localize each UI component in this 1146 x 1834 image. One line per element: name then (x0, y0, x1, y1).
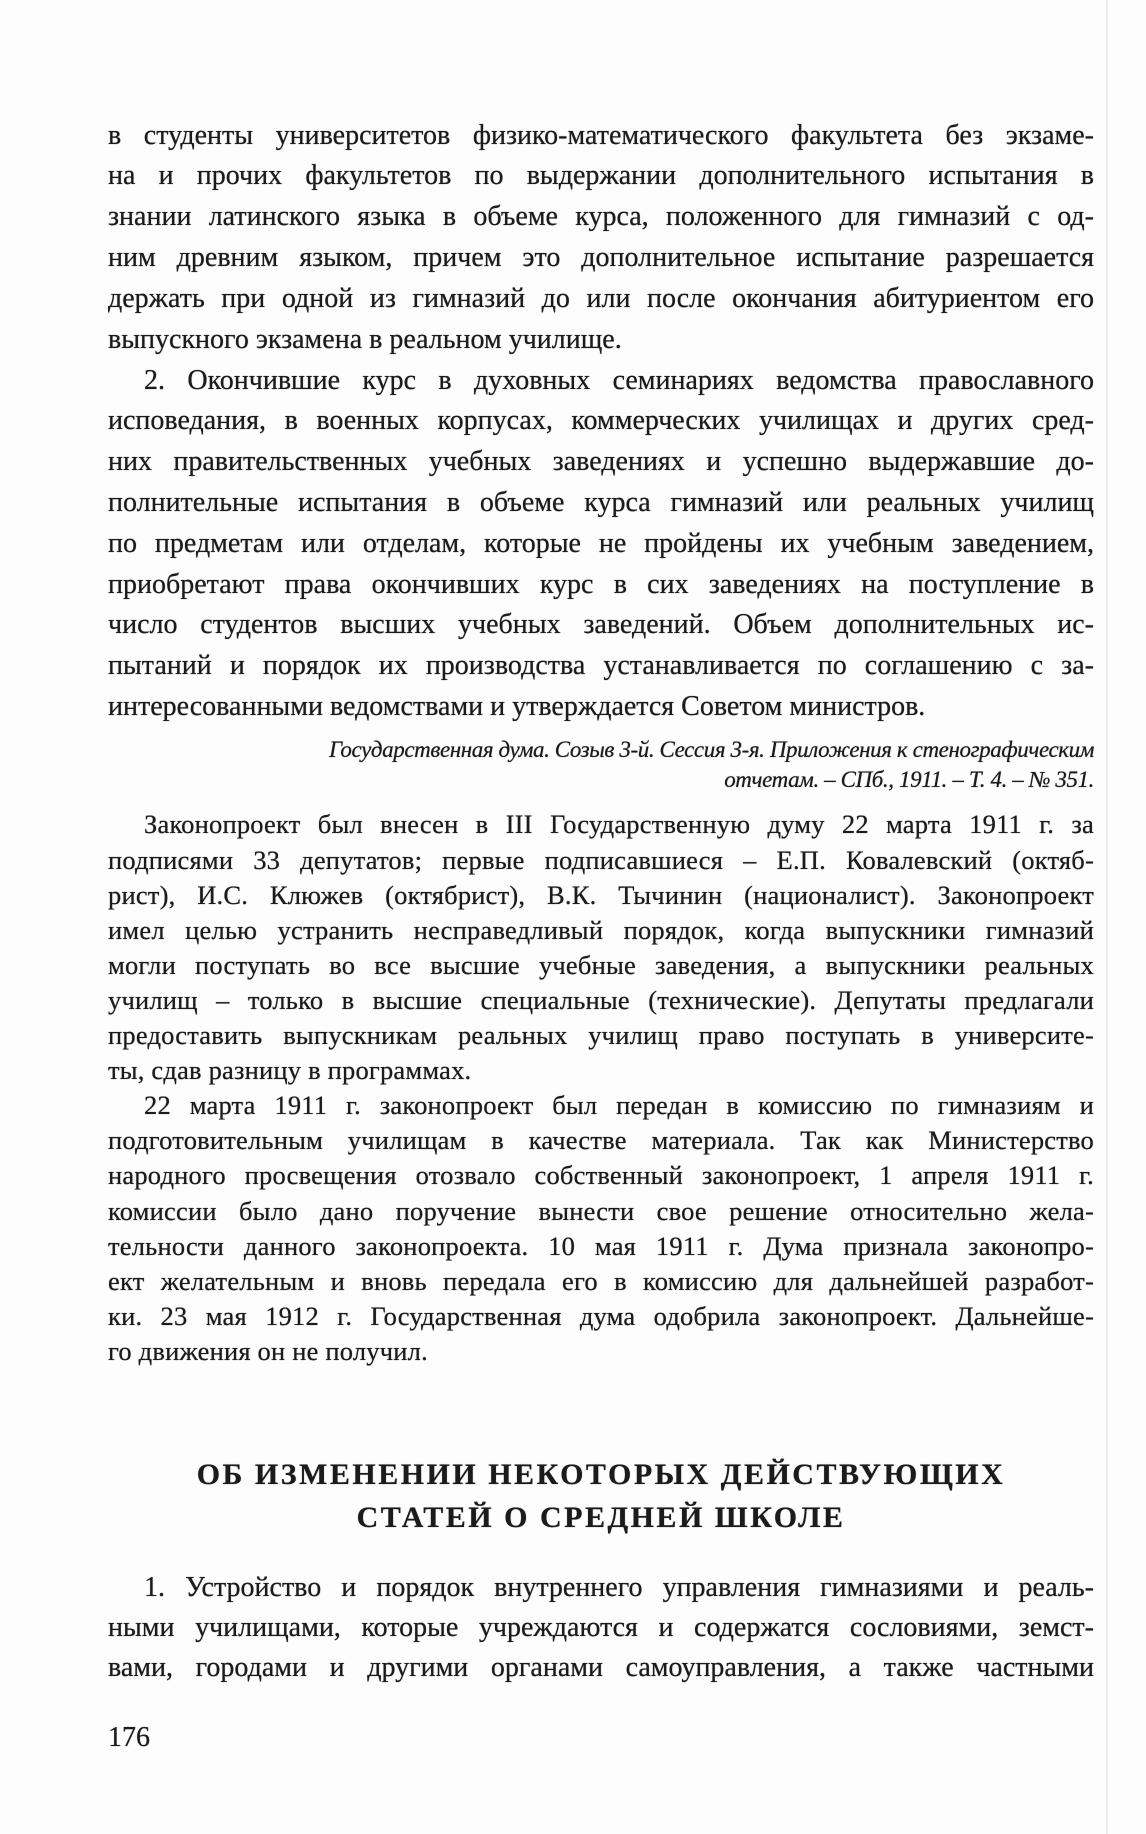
paragraph-2-line (108, 361, 1094, 402)
paragraph-3-text: имел целью устранить несправедливый порядок, когда выпускники гимназий (108, 914, 1094, 945)
paragraph-4-line (108, 1158, 1094, 1193)
page-edge (1106, 0, 1108, 1834)
paragraph-3-line (108, 948, 1094, 983)
paragraph-2-text: 2. Окончившие курс в духовных семинариях ведомства православного (144, 364, 1094, 396)
paragraph-2-line (108, 646, 1094, 687)
paragraph-4-text: го движения он не получил. (108, 1335, 428, 1366)
paragraph-2-text: интересованными ведомствами и утверждается Советом министров. (108, 691, 926, 722)
paragraph-4-line (108, 1334, 1094, 1369)
paragraph-5-line (108, 1568, 1094, 1608)
paragraph-4-text: подготовительным училищам в качестве материала. Так как Министерство (108, 1125, 1094, 1156)
paragraph-4-text: ект желательным и вновь передала его в комиссию для дальнейшей разработ- (108, 1265, 1094, 1296)
paragraph-1-text: в студенты университетов физико-математического факультета без экзаме- (108, 119, 1094, 151)
paragraph-1-text: на и прочих факультетов по выдержании дополнительного испытания в (108, 160, 1094, 192)
citation-text: отчетам. – СПб., 1911. – Т. 4. – № 351. (724, 767, 1094, 792)
paragraph-3-text: могли поступать во все высшие учебные заведения, а выпускники реальных (108, 949, 1094, 980)
section-heading-text: ОБ ИЗМЕНЕНИИ НЕКОТОРЫХ ДЕЙСТВУЮЩИХ (196, 1457, 1006, 1491)
paragraph-2-line (108, 687, 1094, 728)
paragraph-1-line (108, 197, 1094, 238)
paragraph-4-text: ки. 23 мая 1912 г. Государственная дума одобрила законопроект. Дальнейше- (108, 1300, 1094, 1331)
paragraph-4-line (108, 1088, 1094, 1123)
section-heading-line (108, 1496, 1094, 1539)
paragraph-2-text: них правительственных учебных заведениях и успешно выдержавшие до- (108, 446, 1094, 478)
citation-text: Государственная дума. Созыв 3-й. Сессия 3-я. Приложения к стенографическим (328, 737, 1094, 762)
paragraph-5-line (108, 1648, 1094, 1688)
paragraph-4-line (108, 1194, 1094, 1229)
paragraph-3-line (108, 878, 1094, 913)
paragraph-4-text: комиссии было дано поручение вынести свое решение относительно жела- (108, 1195, 1094, 1226)
paragraph-1-text: ним древним языком, причем это дополнительное испытание разрешается (108, 242, 1094, 273)
citation-line (108, 735, 1094, 765)
paragraph-3-line (108, 1018, 1094, 1053)
paragraph-1-line (108, 156, 1094, 197)
paragraph-2-text: полнительные испытания в объеме курса гимназий или реальных училищ (108, 487, 1094, 518)
paragraph-3-line (108, 983, 1094, 1018)
paragraph-3-text: подписями 33 депутатов; первые подписавшиеся – Е.П. Ковалевский (октяб- (108, 844, 1094, 875)
paragraph-5-text: вами, городами и другими органами самоуправления, а также частными (108, 1652, 1094, 1683)
section-heading-line (108, 1453, 1094, 1496)
citation-line (108, 765, 1094, 795)
paragraph-1-text: выпускного экзамена в реальном училище. (108, 323, 622, 355)
paragraph-4-text: 22 марта 1911 г. законопроект был передан в комиссию по гимназиям и (144, 1090, 1094, 1121)
paragraph-2-line (108, 442, 1094, 483)
paragraph-2-line (108, 483, 1094, 524)
paragraph-3-line (108, 1053, 1094, 1088)
paragraph-2-text: пытаний и порядок их производства устанавливается по соглашению с за- (108, 650, 1094, 682)
paragraph-2-line (108, 605, 1094, 646)
paragraph-3-line (108, 807, 1094, 842)
paragraph-3-text: ты, сдав разницу в программах. (108, 1055, 472, 1086)
paragraph-4-line (108, 1299, 1094, 1334)
paragraph-2-line (108, 524, 1094, 565)
paragraph-3-text: училищ – только в высшие специальные (технические). Депутаты предлагали (108, 984, 1094, 1015)
paragraph-1-line (108, 320, 1094, 361)
paragraph-5-text: 1. Устройство и порядок внутреннего управления гимназиями и реаль- (144, 1572, 1094, 1603)
paragraph-2-text: исповедания, в военных корпусах, коммерческих училищах и других сред- (108, 405, 1094, 437)
page-number: 176 (108, 1722, 150, 1753)
paragraph-1-line (108, 116, 1094, 157)
paragraph-3-text: рист), И.С. Клюжев (октябрист), В.К. Тычинин (националист). Законопроект (108, 879, 1094, 910)
paragraph-4-text: народного просвещения отозвало собственный законопроект, 1 апреля 1911 г. (108, 1160, 1094, 1191)
paragraph-2-text: по предметам или отделам, которые не пройдены их учебным заведением, (108, 527, 1094, 559)
paragraph-3-text: Законопроект был внесен в III Государственную думу 22 марта 1911 г. за (144, 809, 1094, 840)
paragraph-5-line (108, 1608, 1094, 1648)
paragraph-2-line (108, 401, 1094, 442)
paragraph-4-line (108, 1264, 1094, 1299)
paragraph-2-line (108, 565, 1094, 606)
paragraph-3-line (108, 843, 1094, 878)
paragraph-4-text: тельности данного законопроекта. 10 мая 1911 г. Дума признала законопро- (108, 1230, 1094, 1261)
paragraph-1-line (108, 238, 1094, 279)
paragraph-2-text: приобретают права окончивших курс в сих заведениях на поступление в (108, 568, 1094, 600)
paragraph-1-text: знании латинского языка в объеме курса, положенного для гимназий с од- (108, 201, 1094, 233)
paragraph-4-line (108, 1123, 1094, 1158)
paragraph-2-text: число студентов высших учебных заведений. Объем дополнительных ис- (108, 609, 1094, 641)
paragraph-5-text: ными училищами, которые учреждаются и содержатся сословиями, земст- (108, 1612, 1094, 1643)
paragraph-1-text: держать при одной из гимназий до или после окончания абитуриентом его (108, 282, 1094, 314)
paragraph-4-line (108, 1229, 1094, 1264)
section-heading-text: СТАТЕЙ О СРЕДНЕЙ ШКОЛЕ (356, 1500, 846, 1534)
paragraph-3-text: предоставить выпускникам реальных училищ право поступать в университе- (108, 1020, 1094, 1051)
paragraph-1-line (108, 279, 1094, 320)
paragraph-3-line (108, 913, 1094, 948)
